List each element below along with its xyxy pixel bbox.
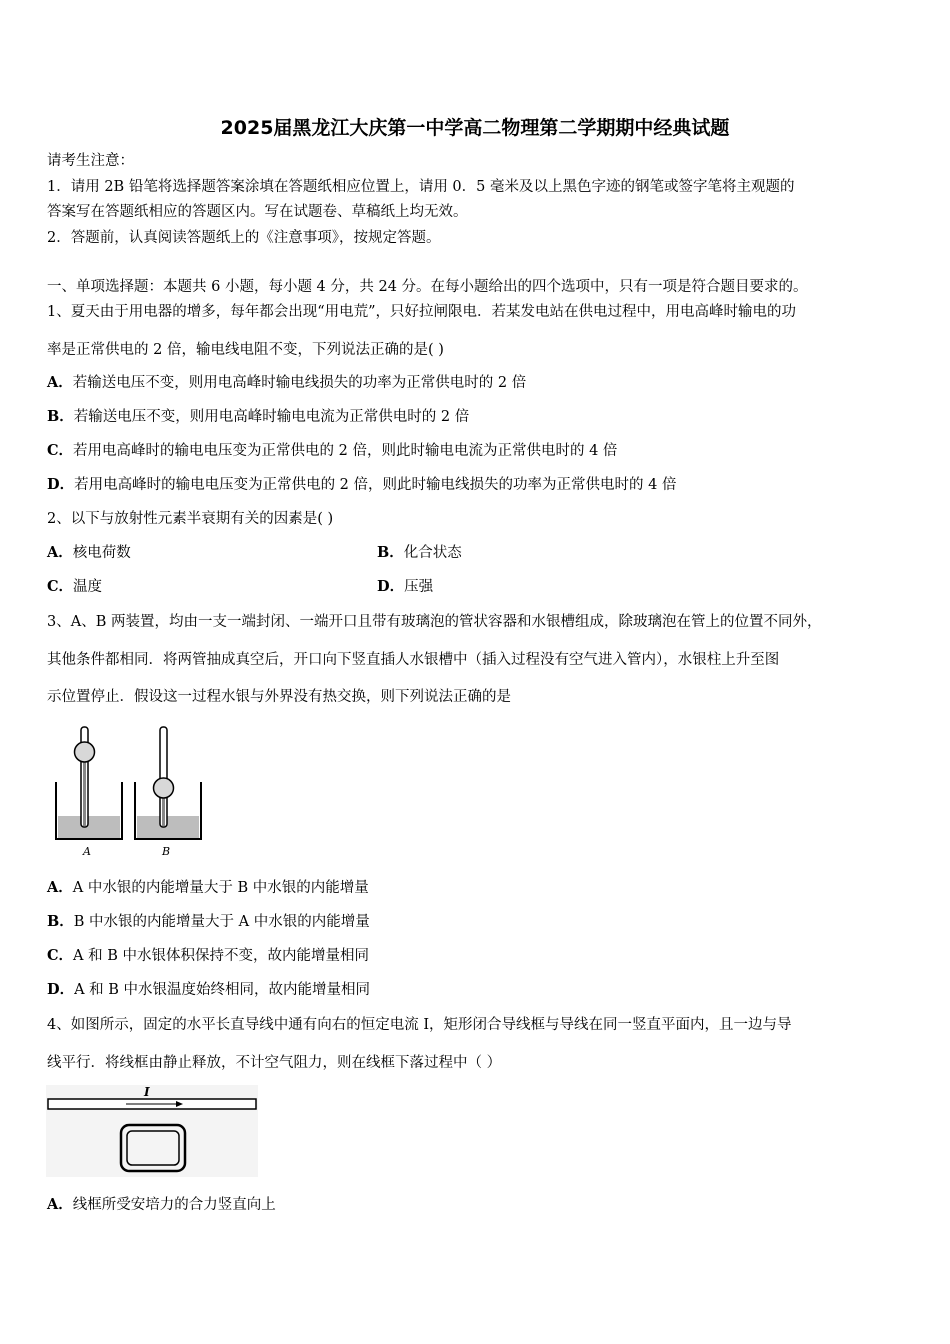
option-label: C． [47, 578, 74, 595]
option-label: D． [47, 981, 75, 998]
option-text: A 和 B 中水银体积保持不变，故内能增量相同 [73, 948, 369, 964]
option-text: 化合状态 [403, 545, 462, 561]
mercury-a [58, 816, 120, 838]
option-text: A 和 B 中水银温度始终相同，故内能增量相同 [74, 982, 371, 998]
notice-item-1b: 答案写在答题纸相应的答题区内。写在试题卷、草稿纸上均无效。 [47, 204, 468, 220]
q1-option-a [47, 373, 526, 393]
q3-option-d [47, 980, 370, 1000]
q3-figure [50, 722, 210, 862]
q3-stem-a: 3、A、B 两装置，均由一支一端封闭、一端开口且带有玻璃泡的管状容器和水银槽组成，除玻璃泡在管上的位置不同外， [47, 614, 822, 630]
section-heading: 一、单项选择题：本题共 6 小题，每小题 4 分，共 24 分。在每小题给出的四个选项中，只有一项是符合题目要求的。 [47, 279, 808, 295]
option-text: 温度 [73, 579, 103, 595]
q4-stem-b: 线平行．将线框由静止释放，不计空气阻力，则在线框下落过程中（ ） [47, 1055, 502, 1071]
q1-option-d [47, 475, 676, 495]
device-a [56, 727, 122, 839]
option-text: 线框所受安培力的合力竖直向上 [72, 1197, 276, 1213]
notice-item-1a: 1．请用 2B 铅笔将选择题答案涂填在答题纸相应位置上，请用 0．5 毫米及以上黑色字迹的钢笔或签字笔将主观题的 [47, 179, 795, 195]
q3-stem-b: 其他条件都相同．将两管抽成真空后，开口向下竖直插人水银槽中（插入过程没有空气进入管内），水银柱上升至图 [47, 652, 780, 668]
notice-heading: 请考生注意： [47, 153, 134, 169]
option-text: 压强 [404, 579, 434, 595]
option-label: C． [47, 947, 74, 964]
q4-option-a [47, 1195, 276, 1215]
q1-stem-b: 率是正常供电的 2 倍，输电线电阻不变，下列说法正确的是( ) [47, 342, 444, 358]
option-label: A． [47, 544, 73, 561]
option-label: B． [47, 408, 74, 425]
q2-option-a [47, 543, 131, 563]
q4-figure [46, 1085, 258, 1177]
q2-option-b [377, 543, 462, 563]
q1-option-b [47, 407, 469, 427]
option-label: D． [47, 476, 75, 493]
option-label: A． [47, 879, 73, 896]
q4-stem-a: 4、如图所示，固定的水平长直导线中通有向右的恒定电流 I，矩形闭合导线框与导线在同一竖直平面内，且一边与导 [47, 1017, 792, 1033]
fig-label-b: B [162, 845, 171, 858]
q3-option-a [47, 878, 369, 898]
option-text: A 中水银的内能增量大于 B 中水银的内能增量 [72, 880, 369, 896]
notice-item-2: 2．答题前，认真阅读答题纸上的《注意事项》，按规定答题。 [47, 230, 441, 246]
q2-option-c [47, 577, 102, 597]
page-title: 2025届黑龙江大庆第一中学高二物理第二学期期中经典试题 [220, 117, 730, 139]
q1-stem-a: 1、夏天由于用电器的增多，每年都会出现“用电荒”，只好拉闸限电．若某发电站在供电过程中，用电高峰时输电的功 [47, 304, 797, 320]
option-text: B 中水银的内能增量大于 A 中水银的内能增量 [73, 914, 370, 930]
q3-stem-c: 示位置停止．假设这一过程水银与外界没有热交换，则下列说法正确的是 [47, 689, 511, 705]
option-label: D． [377, 578, 405, 595]
option-text: 若用电高峰时的输电电压变为正常供电的 2 倍，则此时输电电流为正常供电时的 4 倍 [73, 443, 618, 459]
q2-stem: 2、以下与放射性元素半衰期有关的因素是( ) [47, 511, 334, 527]
option-label: B． [47, 913, 74, 930]
current-label: I [144, 1085, 150, 1099]
bulb-b [154, 778, 174, 798]
mercury-b [137, 816, 199, 838]
option-text: 核电荷数 [72, 545, 131, 561]
option-text: 若输送电压不变，则用电高峰时输电线损失的功率为正常供电时的 2 倍 [72, 375, 527, 391]
option-label: B． [377, 544, 404, 561]
q1-option-c [47, 441, 617, 461]
option-label: C． [47, 442, 74, 459]
device-b [135, 727, 201, 839]
fig-label-a: A [83, 845, 91, 858]
q2-option-d [377, 577, 433, 597]
option-text: 若用电高峰时的输电电压变为正常供电的 2 倍，则此时输电线损失的功率为正常供电时的 4 倍 [74, 477, 677, 493]
option-text: 若输送电压不变，则用电高峰时输电电流为正常供电时的 2 倍 [73, 409, 470, 425]
option-label: A． [47, 1196, 73, 1213]
q3-option-b [47, 912, 370, 932]
bulb-a [75, 742, 95, 762]
option-label: A． [47, 374, 73, 391]
q3-option-c [47, 946, 369, 966]
